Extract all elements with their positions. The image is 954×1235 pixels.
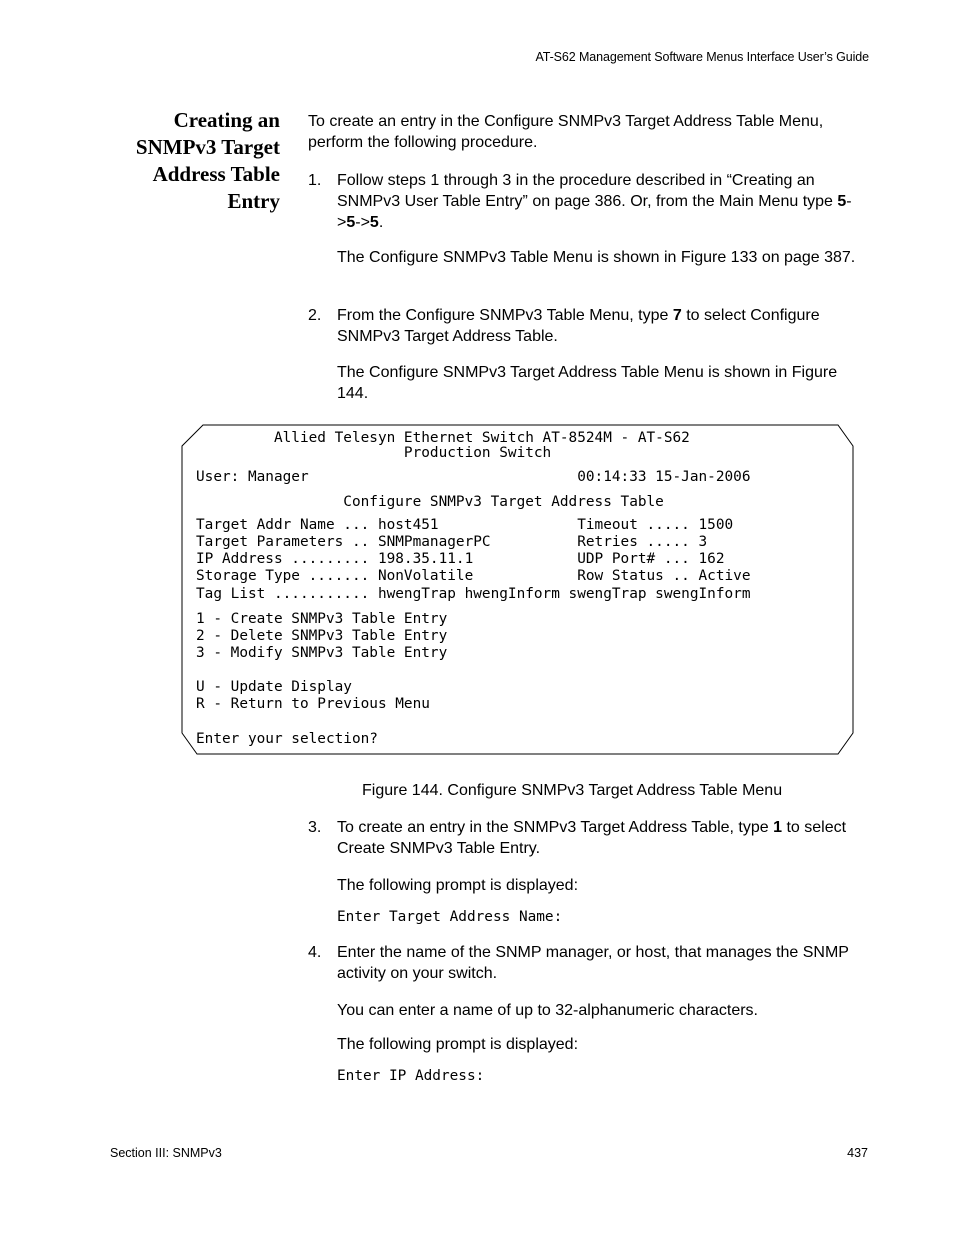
screen-line: U - Update Display — [196, 679, 352, 695]
step-3-prompt: Enter Target Address Name: — [337, 909, 563, 925]
step-2-text-a: From the Configure SNMPv3 Table Menu, type — [337, 307, 673, 324]
step-1-text — [337, 170, 872, 233]
screen-line: IP Address ......... 198.35.11.1 UDP Port# ... 162 — [196, 551, 725, 567]
heading-line: Entry — [227, 189, 280, 213]
step-number: 4. — [308, 944, 322, 961]
screen-line: 2 - Delete SNMPv3 Table Entry — [196, 628, 448, 644]
menu-key: 5 — [369, 214, 379, 231]
screen-line: Target Addr Name ... host451 Timeout ..... 1500 — [196, 517, 734, 533]
step-3-text-a: To create an entry in the SNMPv3 Target Address Table, type — [337, 819, 774, 836]
menu-key: 5 — [837, 193, 847, 210]
arrow-sep: -> — [337, 193, 852, 231]
screen-line: User: Manager 00:14:33 15-Jan-2006 — [196, 469, 751, 485]
arrow-sep: -> — [355, 214, 370, 231]
section-heading — [110, 107, 280, 215]
step-2-text — [337, 305, 872, 347]
step-4-text: Enter the name of the SNMP manager, or host, that manages the SNMP activity on your switch. — [337, 944, 849, 982]
period: . — [378, 214, 384, 231]
screen-line: Production Switch — [196, 445, 552, 461]
step-2-text-b: to select Configure SNMPv3 Target Address Table. — [337, 307, 820, 345]
menu-key: 5 — [346, 214, 356, 231]
heading-line: Address Table — [152, 162, 280, 186]
screen-line: Storage Type ....... NonVolatile Row Status .. Active — [196, 568, 751, 584]
screen-line: R - Return to Previous Menu — [196, 696, 430, 712]
step-1-note: The Configure SNMPv3 Table Menu is shown in Figure 133 on page 387. — [337, 249, 856, 266]
step-2-note: The Configure SNMPv3 Target Address Table Menu is shown in Figure 144. — [337, 364, 838, 402]
heading-line: SNMPv3 Target — [135, 135, 280, 159]
step-number: 3. — [308, 819, 322, 836]
step-4-note-1: You can enter a name of up to 32-alphanumeric characters. — [337, 1002, 758, 1019]
step-3-text-b: to select Create SNMPv3 Table Entry. — [337, 819, 847, 857]
step-4-prompt: Enter IP Address: — [337, 1068, 485, 1084]
step-3-text — [337, 817, 872, 859]
screen-line: 1 - Create SNMPv3 Table Entry — [196, 611, 448, 627]
menu-key: 1 — [773, 819, 782, 836]
step-1-text-a: Follow steps 1 through 3 in the procedure described in “Creating an SNMPv3 User Table Entry” on page 386. Or, from the Main Menu type — [337, 172, 838, 210]
step-number: 2. — [308, 307, 322, 324]
running-header: AT-S62 Management Software Menus Interface User’s Guide — [535, 50, 869, 64]
screen-line: 3 - Modify SNMPv3 Table Entry — [196, 645, 448, 661]
footer-page-number: 437 — [847, 1146, 868, 1160]
step-number: 1. — [308, 172, 322, 189]
terminal-screen-figure — [181, 424, 854, 755]
screen-line: Allied Telesyn Ethernet Switch AT-8524M - AT-S62 — [196, 430, 690, 446]
figure-caption: Figure 144. Configure SNMPv3 Target Address Table Menu — [362, 782, 783, 799]
step-4-note-2: The following prompt is displayed: — [337, 1036, 579, 1053]
footer-section: Section III: SNMPv3 — [110, 1146, 222, 1160]
screen-line: Target Parameters .. SNMPmanagerPC Retries ..... 3 — [196, 534, 708, 550]
screen-line: Tag List ........... hwengTrap hwengInform swengTrap swengInform — [196, 586, 751, 602]
screen-line: Configure SNMPv3 Target Address Table — [196, 494, 664, 510]
menu-key: 7 — [672, 307, 682, 324]
screen-line: Enter your selection? — [196, 731, 378, 747]
heading-line: Creating an — [173, 108, 280, 132]
intro-paragraph: To create an entry in the Configure SNMPv3 Target Address Table Menu, perform the following procedure. — [308, 113, 824, 151]
step-3-note: The following prompt is displayed: — [337, 877, 579, 894]
